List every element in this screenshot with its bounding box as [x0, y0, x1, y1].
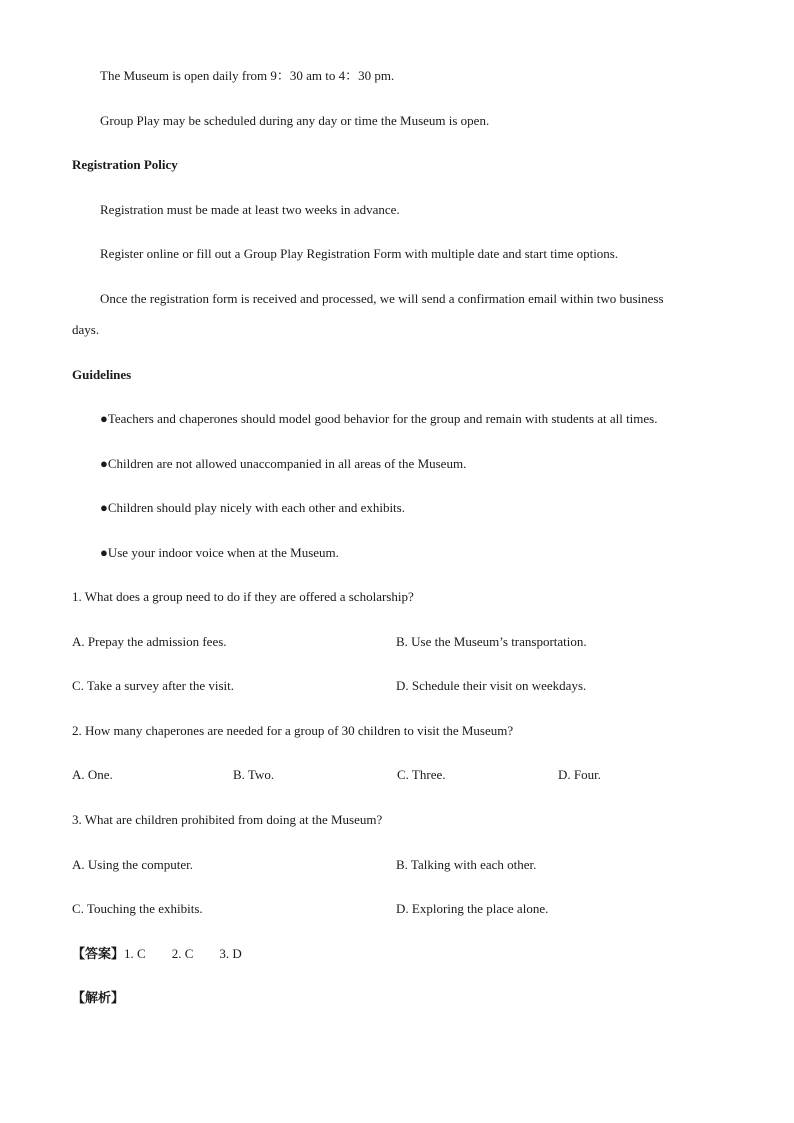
answer-line: [72, 946, 242, 962]
guideline-item: ●Children are not allowed unaccompanied in all areas of the Museum.: [100, 456, 467, 471]
answer-item: 1. C: [124, 946, 146, 961]
question-1-stem: 1. What does a group need to do if they are offered a scholarship?: [72, 589, 414, 604]
answer-label: 【答案】: [72, 946, 125, 961]
guideline-item: ●Use your indoor voice when at the Museum.: [100, 545, 339, 560]
hours-line: The Museum is open daily from 9：30 am to 4：30 pm.: [100, 68, 395, 83]
registration-paragraph-3-continued: days.: [72, 322, 100, 337]
question-3-option-c: C. Touching the exhibits.: [72, 901, 203, 916]
question-3-option-a: A. Using the computer.: [72, 857, 193, 872]
registration-paragraph-1: Registration must be made at least two weeks in advance.: [100, 202, 400, 217]
question-1-option-a: A. Prepay the admission fees.: [72, 634, 227, 649]
question-2-option-c: C. Three.: [397, 767, 446, 782]
guideline-item: ●Children should play nicely with each other and exhibits.: [100, 500, 405, 515]
question-3-option-b: B. Talking with each other.: [396, 857, 537, 872]
question-2-option-b: B. Two.: [233, 767, 275, 782]
question-1-option-b: B. Use the Museum’s transportation.: [396, 634, 587, 649]
question-1-option-c: C. Take a survey after the visit.: [72, 678, 235, 693]
question-1-option-d: D. Schedule their visit on weekdays.: [396, 678, 587, 693]
question-2-stem: 2. How many chaperones are needed for a group of 30 children to visit the Museum?: [72, 723, 514, 738]
group-play-line: Group Play may be scheduled during any day or time the Museum is open.: [100, 113, 490, 128]
question-2-option-a: A. One.: [72, 767, 113, 782]
analysis-label: 【解析】: [72, 990, 125, 1005]
guideline-item: ●Teachers and chaperones should model good behavior for the group and remain with students at all times.: [100, 411, 658, 426]
guidelines-heading: Guidelines: [72, 367, 132, 382]
question-3-option-d: D. Exploring the place alone.: [396, 901, 549, 916]
question-3-stem: 3. What are children prohibited from doing at the Museum?: [72, 812, 383, 827]
registration-paragraph-2: Register online or fill out a Group Play Registration Form with multiple date and start time options.: [100, 246, 619, 261]
question-2-option-d: D. Four.: [558, 767, 601, 782]
answer-item: 2. C: [171, 946, 194, 961]
answer-item: 3. D: [219, 946, 242, 961]
registration-heading: Registration Policy: [72, 157, 178, 172]
registration-paragraph-3: Once the registration form is received and processed, we will send a confirmation email within two business: [100, 291, 664, 306]
